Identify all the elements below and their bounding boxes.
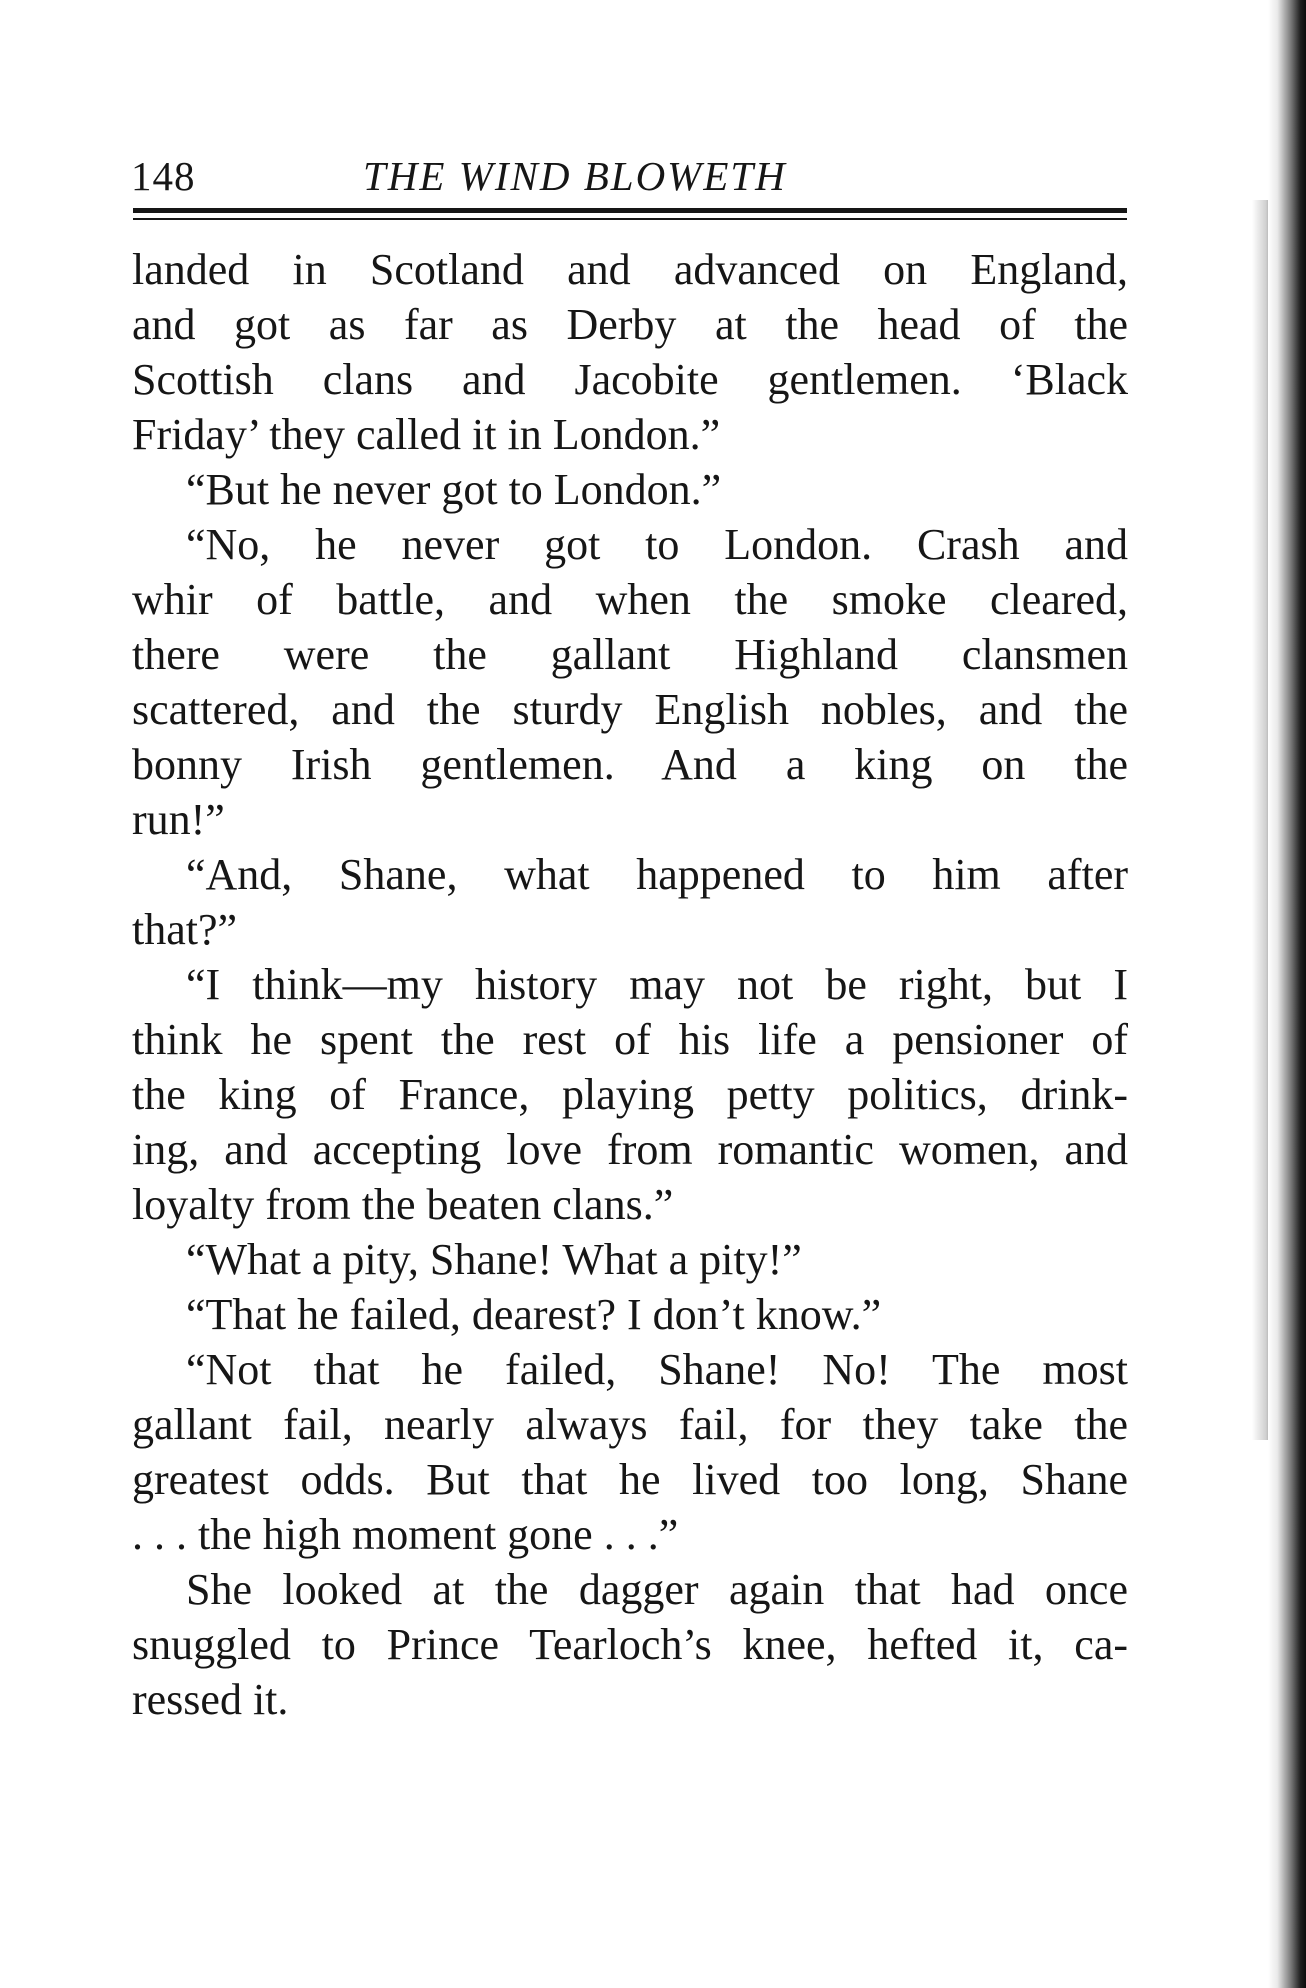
text-line: Scottish clans and Jacobite gentlemen. ‘Black [132, 355, 1128, 404]
page-header [131, 150, 1127, 202]
text-line: “And, Shane, what happened to him after [186, 850, 1128, 899]
text-line: “Not that he failed, Shane! No! The most [186, 1345, 1128, 1394]
text-line: She looked at the dagger again that had once [186, 1565, 1128, 1614]
text-line: bonny Irish gentlemen. And a king on the [132, 740, 1128, 789]
text-line: loyalty from the beaten clans.” [132, 1180, 674, 1229]
text-line: that?” [132, 905, 238, 954]
text-line: run!” [132, 795, 225, 844]
text-line: ing, and accepting love from romantic women, and [132, 1125, 1128, 1174]
text-line: snuggled to Prince Tearloch’s knee, hefted it, ca- [132, 1620, 1128, 1669]
text-line: gallant fail, nearly always fail, for they take the [132, 1400, 1128, 1449]
text-line: Friday’ they called it in London.” [132, 410, 721, 459]
text-line: “I think—my history may not be right, but I [186, 960, 1128, 1009]
text-line: greatest odds. But that he lived too long, Shane [132, 1455, 1128, 1504]
text-line: scattered, and the sturdy English nobles, and the [132, 685, 1128, 734]
text-line: there were the gallant Highland clansmen [132, 630, 1128, 679]
header-rule-thin [133, 218, 1127, 220]
page-number: 148 [131, 153, 196, 199]
text-line: “What a pity, Shane! What a pity!” [186, 1235, 802, 1284]
text-line: landed in Scotland and advanced on England, [132, 245, 1128, 294]
text-line: whir of battle, and when the smoke cleared, [132, 575, 1128, 624]
running-title: THE WIND BLOWETH [363, 153, 787, 199]
body-text [132, 242, 1128, 1727]
binding-edge [1268, 0, 1306, 1988]
text-line: “No, he never got to London. Crash and [186, 520, 1128, 569]
text-line: think he spent the rest of his life a pensioner of [132, 1015, 1128, 1064]
text-line: ressed it. [132, 1675, 289, 1724]
header-rule [133, 208, 1127, 213]
text-line: and got as far as Derby at the head of the [132, 300, 1128, 349]
text-line: “But he never got to London.” [186, 465, 722, 514]
text-line: . . . the high moment gone . . .” [132, 1510, 679, 1559]
text-line: “That he failed, dearest? I don’t know.” [186, 1290, 882, 1339]
text-line: the king of France, playing petty politics, drink- [132, 1070, 1128, 1119]
